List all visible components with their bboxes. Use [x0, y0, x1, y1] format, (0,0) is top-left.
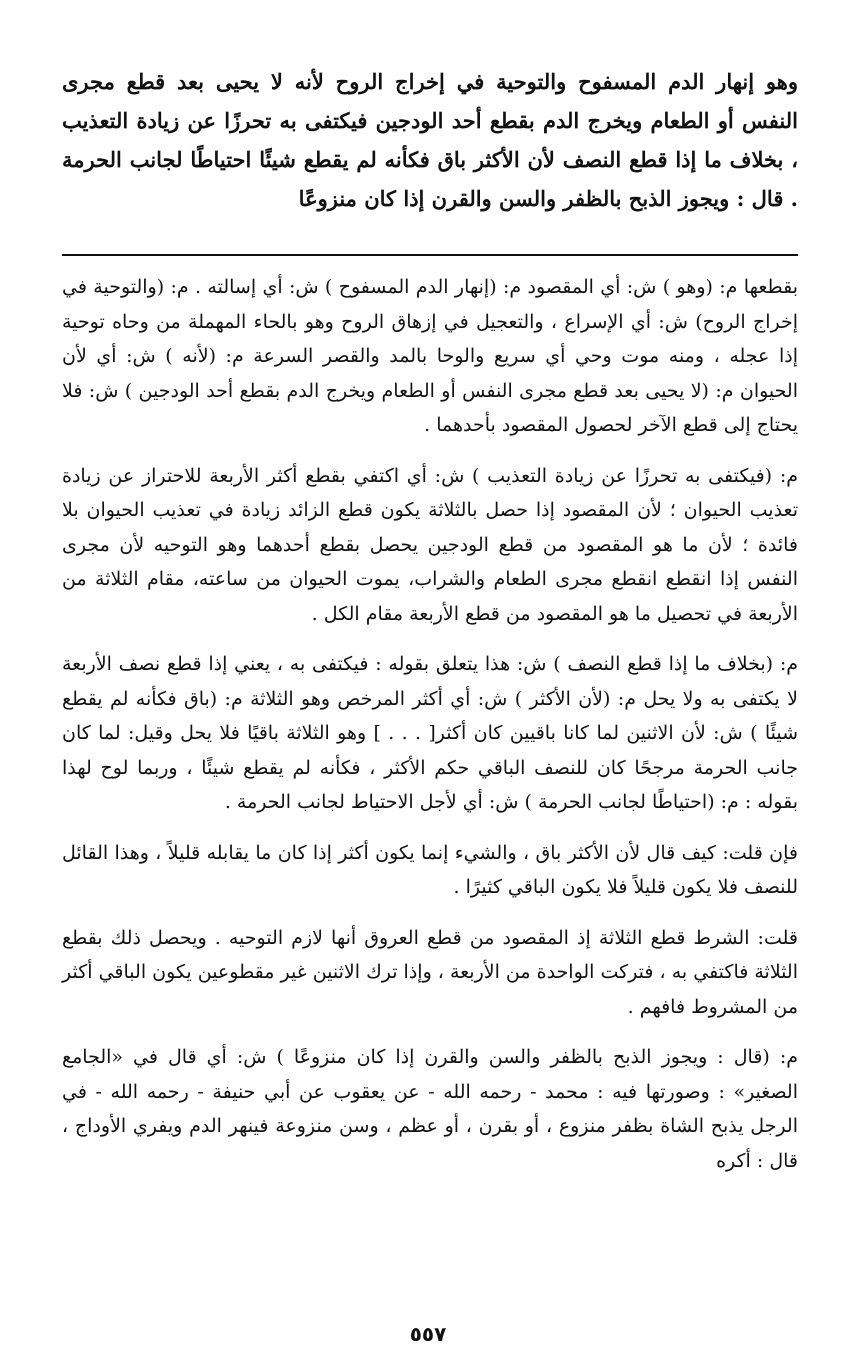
commentary-paragraph-4: فإن قلت: كيف قال لأن الأكثر باق ، والشيء إنما يكون أكثر إذا كان ما يقابله قليلاً ، وهذا القائل للنصف فلا يكون قليلاً فلا يكون الباقي كثيرًا . [62, 841, 798, 898]
commentary-paragraph-6: م: (قال : ويجوز الذبح بالظفر والسن والقرن إذا كان منزوعًا ) ش: أي قال في «الجامع الصغير» : وصورتها فيه : محمد - رحمه الله - عن يعقوب عن أبي حنيفة - رحمه الله - في الرجل يذبح الشاة بظفر منزوع ، أو بقرن ، أو عظم ، وسن منزوعة فينهر الدم ويفري الأوداج ، قال : أكره [62, 1046, 798, 1172]
page-number: ٥٥٧ [409, 1322, 447, 1346]
commentary-paragraph-3: م: (بخلاف ما إذا قطع النصف ) ش: هذا يتعلق بقوله : فيكتفى به ، يعني إذا قطع نصف الأربعة لا يكتفى به ولا يحل م: (لأن الأكثر ) ش: أي أكثر المرخص وهو الثلاثة م: (باق فكأنه لم يقطع شيئًا ) ش: لأن الاثنين لما كانا باقيين كان أكثر[ . . . ] وهو الثلاثة باقيًا فلا يحل وقيل: لما كان جانب الحرمة مرجحًا كان للنصف الباقي حكم الأكثر ، فكأنه لم يقطع شيئًا ، وربما لوح لهذا بقوله : م: (احتياطًا لجانب الحرمة ) ش: أي لأجل الاحتياط لجانب الحرمة . [62, 653, 798, 813]
commentary-paragraph-1: بقطعها م: (وهو ) ش: أي المقصود م: (إنهار الدم المسفوح ) ش: أي إسالته . م: (والتوحية في إخراج الروح) ش: أي الإسراع ، والتعجيل في إزهاق الروح وهو بالحاء المهملة من وحاه توحية إذا عجله ، ومنه موت وحي أي سريع والوحا بالمد والقصر السرعة م: (لأنه ) ش: أي لأن الحيوان م: (لا يحيى بعد قطع مجرى النفس أو الطعام ويخرج الدم بقطع أحد الودجين ) ش: فلا يحتاج إلى قطع الآخر لحصول المقصود بأحدهما . [62, 276, 798, 436]
divider-line [62, 254, 798, 256]
main-text: وهو إنهار الدم المسفوح والتوحية في إخراج الروح لأنه لا يحيى بعد قطع مجرى النفس أو الطعام ويخرج الدم بقطع أحد الودجين فيكتفى به تحرزًا عن زيادة التعذيب ، بخلاف ما إذا قطع النصف لأن الأكثر باق فكأنه لم يقطع شيئًا احتياطًا لجانب الحرمة . قال : ويجوز الذبح بالظفر والسن والقرن إذا كان منزوعًا [62, 69, 798, 211]
commentary-paragraph-2: م: (فيكتفى به تحرزًا عن زيادة التعذيب ) ش: أي اكتفي بقطع أكثر الأربعة للاحتراز عن زيادة تعذيب الحيوان ؛ لأن المقصود إذا حصل بالثلاثة يكون قطع الزائد زيادة في تعذيب الحيوان بلا فائدة ؛ لأن ما هو المقصود من قطع الودجين يحصل بقطع أحدهما وهو التوحيه لأن مجرى النفس إذا انقطع انقطع مجرى الطعام والشراب، يموت الحيوان من ساعته، مقام الثلاثة من الأربعة في تحصيل ما هو المقصود من قطع الأربعة مقام الكل . [62, 464, 798, 625]
commentary-paragraph-5: قلت: الشرط قطع الثلاثة إذ المقصود من قطع العروق أنها لازم التوحيه . ويحصل ذلك بقطع الثلاثة فاكتفي به ، فتركت الواحدة من الأربعة ، وإذا ترك الاثنين غير مقطوعين يكون الباقي أكثر من المشروط فافهم . [62, 926, 798, 1018]
